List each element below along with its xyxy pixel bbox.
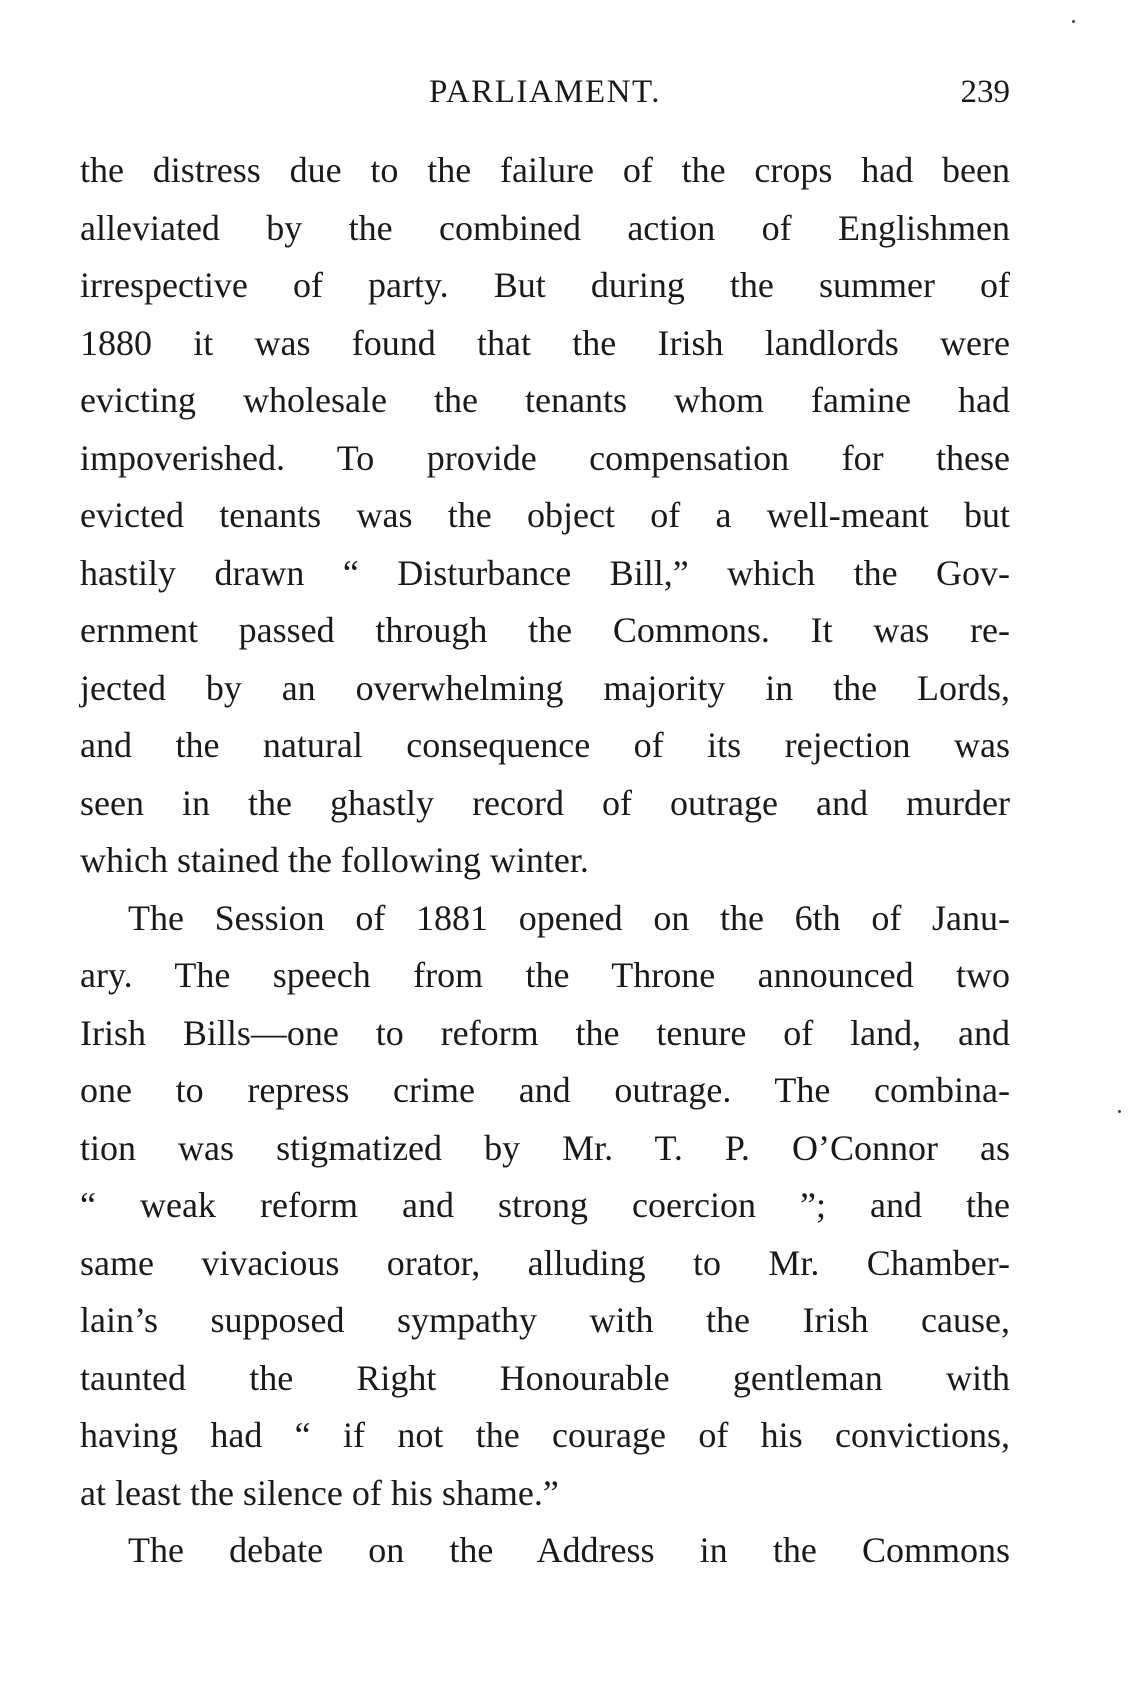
text-line: and the natural consequence of its rejection was bbox=[80, 725, 1010, 765]
text-line: alleviated by the combined action of Englishmen bbox=[80, 207, 1010, 248]
text-line: one to repress crime and outrage. The combina- bbox=[80, 1070, 1010, 1110]
text-line: “ weak reform and strong coercion ”; and the bbox=[80, 1185, 1010, 1225]
text-line: at least the silence of his shame.” bbox=[80, 1472, 559, 1513]
text-line: hastily drawn “ Disturbance Bill,” which the Gov- bbox=[80, 552, 1010, 593]
text-line: The Session of 1881 opened on the 6th of Janu- bbox=[128, 897, 1010, 938]
text-line: tion was stigmatized by Mr. T. P. O’Connor as bbox=[80, 1127, 1010, 1168]
text-line: ernment passed through the Commons. It was re- bbox=[80, 610, 1010, 650]
text-line: ary. The speech from the Throne announced two bbox=[80, 955, 1010, 995]
text-line: Irish Bills—one to reform the tenure of land, and bbox=[80, 1012, 1010, 1053]
text-line: 1880 it was found that the Irish landlords were bbox=[80, 322, 1010, 363]
text-line: irrespective of party. But during the summer of bbox=[80, 265, 1010, 305]
text-line: The debate on the Address in the Commons bbox=[128, 1530, 1010, 1570]
text-line: having had “ if not the courage of his convictions, bbox=[80, 1415, 1010, 1455]
text-line: jected by an overwhelming majority in the Lords, bbox=[80, 667, 1010, 708]
running-title: PARLIAMENT. bbox=[429, 74, 661, 110]
page-number: 239 bbox=[960, 74, 1010, 110]
page-header bbox=[80, 74, 1010, 124]
text-line: evicted tenants was the object of a well-meant but bbox=[80, 495, 1010, 535]
text-line: taunted the Right Honourable gentleman with bbox=[80, 1357, 1010, 1398]
scan-speck bbox=[1118, 1110, 1121, 1113]
text-line: lain’s supposed sympathy with the Irish cause, bbox=[80, 1300, 1010, 1340]
scan-speck bbox=[1072, 20, 1075, 23]
text-line: impoverished. To provide compensation for these bbox=[80, 437, 1010, 478]
text-line: which stained the following winter. bbox=[80, 840, 589, 880]
text-line: same vivacious orator, alluding to Mr. Chamber- bbox=[80, 1242, 1010, 1283]
body-text bbox=[80, 142, 1010, 1580]
text-line: seen in the ghastly record of outrage and murder bbox=[80, 782, 1010, 823]
text-line: evicting wholesale the tenants whom famine had bbox=[80, 380, 1010, 420]
text-line: the distress due to the failure of the crops had been bbox=[80, 150, 1010, 190]
